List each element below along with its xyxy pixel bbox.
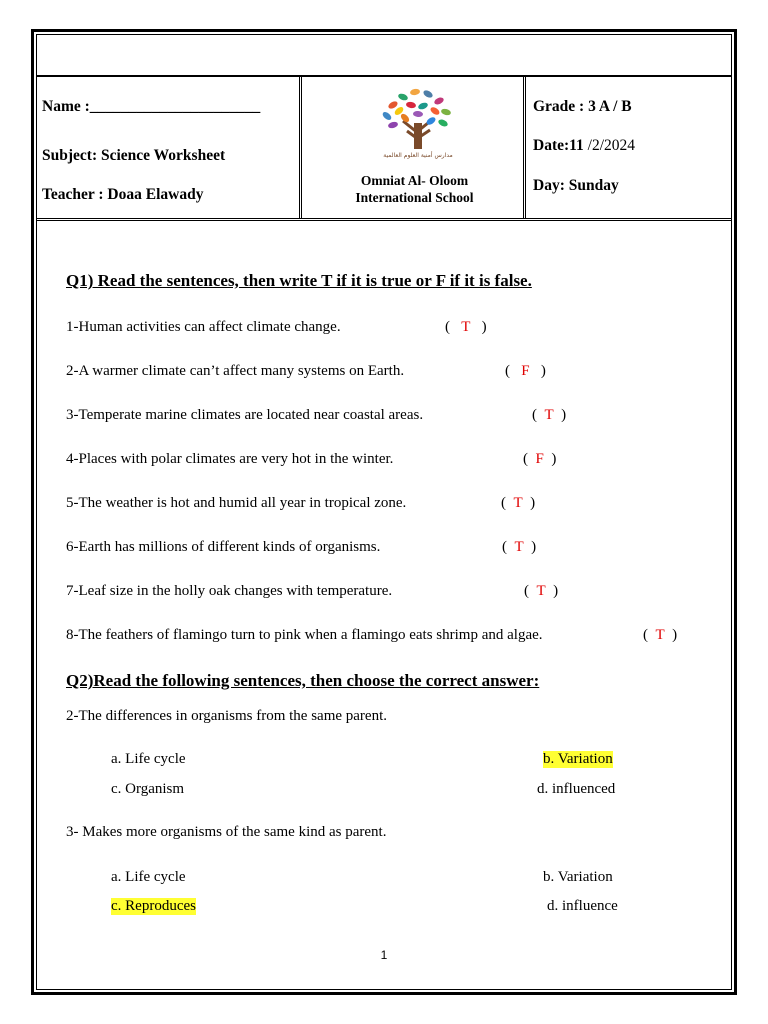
teacher-label: Teacher : Doaa Elawady (42, 186, 204, 203)
day-label: Day: Sunday (533, 177, 619, 194)
header-divider-left (299, 77, 302, 218)
q1-item: 4-Places with polar climates are very hot in the winter. (66, 451, 394, 467)
q1-answer: ( T ) (643, 627, 678, 643)
tree-logo-icon (373, 83, 463, 167)
q2-option-d: d. influence (547, 898, 618, 914)
q2-option-a: a. Life cycle (111, 869, 186, 885)
subject-label: Subject: Science Worksheet (42, 147, 226, 164)
q2-question: 3- Makes more organisms of the same kind as parent. (66, 824, 387, 840)
q1-answer: ( T ) (501, 495, 536, 511)
q1-answer: ( T ) (502, 539, 537, 555)
q2-option-c: c. Organism (111, 781, 185, 797)
school-name-line1: Omniat Al- Oloom (360, 173, 469, 188)
q2-option-b-selected: b. Variation (543, 751, 613, 767)
q2-option-a: a. Life cycle (111, 751, 186, 767)
q2-option-d: d. influenced (537, 781, 616, 797)
q1-item: 8-The feathers of flamingo turn to pink when a flamingo eats shrimp and algae. (66, 627, 543, 643)
q1-answer: ( T ) (532, 407, 567, 423)
q2-option-c-selected: c. Reproduces (111, 898, 196, 914)
svg-text:مدارس أمنية العلوم العالمية: مدارس أمنية العلوم العالمية (383, 152, 453, 159)
q1-title: Q1) Read the sentences, then write T if it is true or F if it is false. (66, 271, 532, 290)
q1-item: 7-Leaf size in the holly oak changes with temperature. (66, 583, 393, 599)
q1-answer: ( F ) (505, 363, 546, 379)
q1-item: 6-Earth has millions of different kinds of organisms. (66, 539, 381, 555)
q2-option-b: b. Variation (543, 869, 613, 885)
q1-item: 1-Human activities can affect climate change. (66, 319, 341, 335)
name-field: Name :______________________ (42, 98, 261, 115)
page-number: 1 (380, 948, 388, 962)
q1-answer: ( F ) (523, 451, 557, 467)
worksheet-header (36, 75, 732, 221)
q2-question: 2-The differences in organisms from the same parent. (66, 708, 388, 724)
grade-label: Grade : 3 A / B (533, 98, 632, 115)
q2-title: Q2)Read the following sentences, then choose the correct answer: (66, 671, 540, 690)
school-name-line2: International School (355, 190, 474, 205)
q1-item: 5-The weather is hot and humid all year in tropical zone. (66, 495, 407, 511)
q1-answer: ( T ) (524, 583, 559, 599)
q1-item: 2-A warmer climate can’t affect many systems on Earth. (66, 363, 405, 379)
date-label: Date:11 /2/2024 (533, 137, 636, 154)
q1-item: 3-Temperate marine climates are located near coastal areas. (66, 407, 424, 423)
q1-answer: ( T ) (445, 319, 487, 335)
